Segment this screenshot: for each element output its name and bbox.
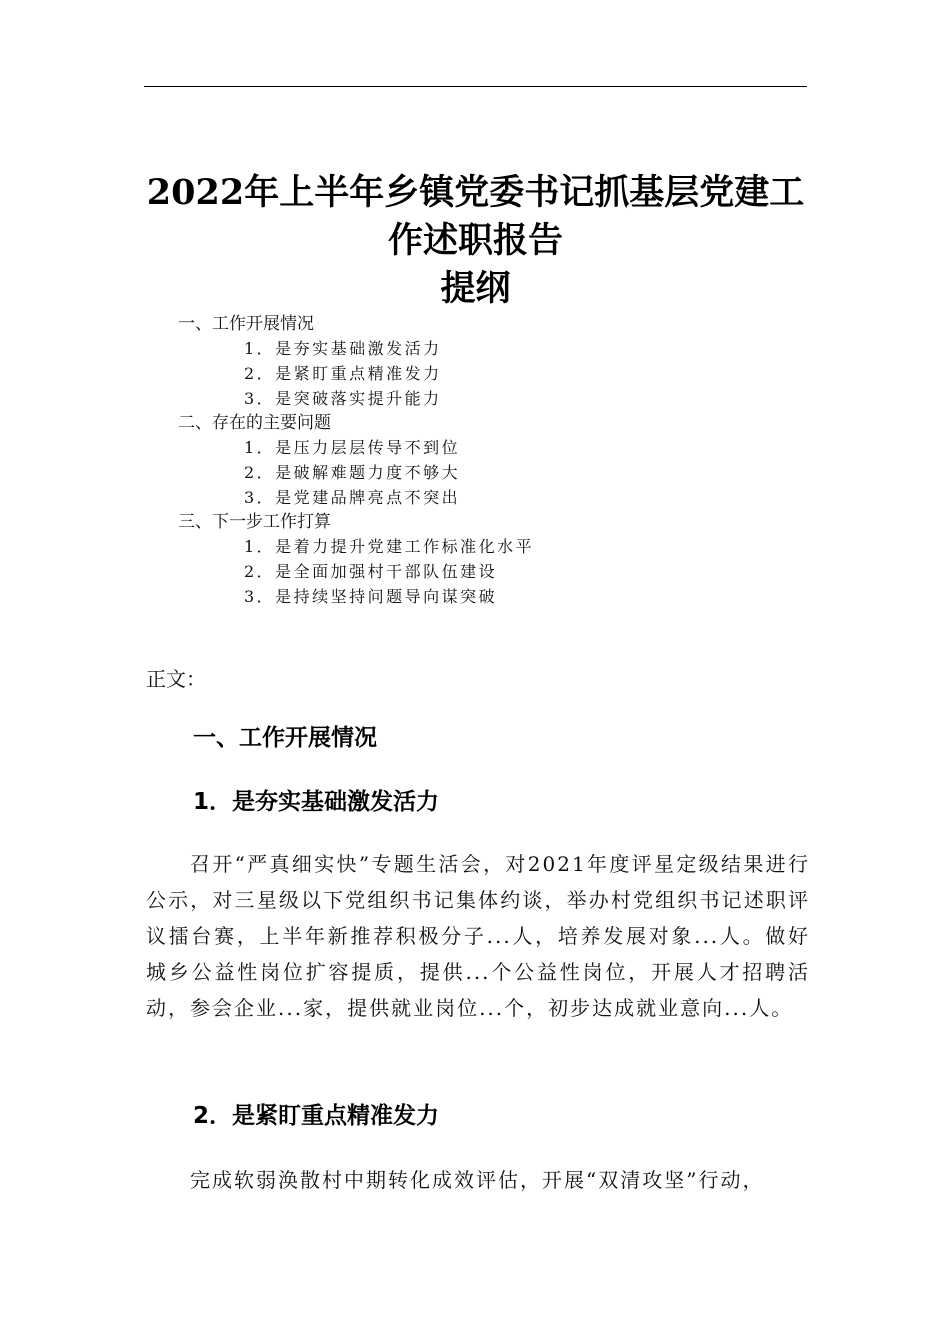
document-title-line-2: 作述职报告 (387, 220, 563, 261)
subsection-2-paragraph: 完成软弱涣散村中期转化成效评估，开展“双清攻坚”行动， (190, 1168, 765, 1192)
subsection-1-paragraph: 召开“严真细实快”专题生活会，对2021年度评星定级结果进行公示，对三星级以下党组织书记集体约谈，举办村党组织书记述职评议擂台赛，上半年新推荐积极分子...人，培养发展对象...人。做好城乡公益性岗位扩容提质，提供...个公益性岗位，开展人才招聘活动，参会企业...家，提供就业岗位...个，初步达成就业意向...人。 (146, 852, 810, 1020)
outline-item: 2．是紧盯重点精准发力 (244, 364, 442, 383)
outline-item: 1．是压力层层传导不到位 (244, 438, 461, 457)
document-title-line-3: 提纲 (440, 268, 511, 309)
section-heading: 一、工作开展情况 (193, 725, 377, 751)
outline-section-3-heading: 三、下一步工作打算 (178, 512, 331, 532)
outline-section-1-heading: 一、工作开展情况 (178, 314, 314, 334)
outline-item: 1．是夯实基础激发活力 (244, 339, 442, 358)
outline-item: 3．是持续坚持问题导向谋突破 (244, 587, 498, 606)
outline-item: 3．是突破落实提升能力 (244, 389, 442, 408)
outline-item: 1．是着力提升党建工作标准化水平 (244, 537, 535, 556)
subsection-2-heading: 2．是紧盯重点精准发力 (193, 1103, 440, 1129)
outline-section-2-heading: 二、存在的主要问题 (178, 413, 331, 433)
document-title-line-1: 2022年上半年乡镇党委书记抓基层党建工 (146, 172, 805, 213)
outline-item: 2．是破解难题力度不够大 (244, 463, 461, 482)
header-rule (144, 86, 807, 87)
body-label: 正文： (146, 667, 206, 691)
subsection-1-heading: 1．是夯实基础激发活力 (193, 789, 440, 815)
outline-item: 3．是党建品牌亮点不突出 (244, 488, 461, 507)
outline-item: 2．是全面加强村干部队伍建设 (244, 562, 498, 581)
